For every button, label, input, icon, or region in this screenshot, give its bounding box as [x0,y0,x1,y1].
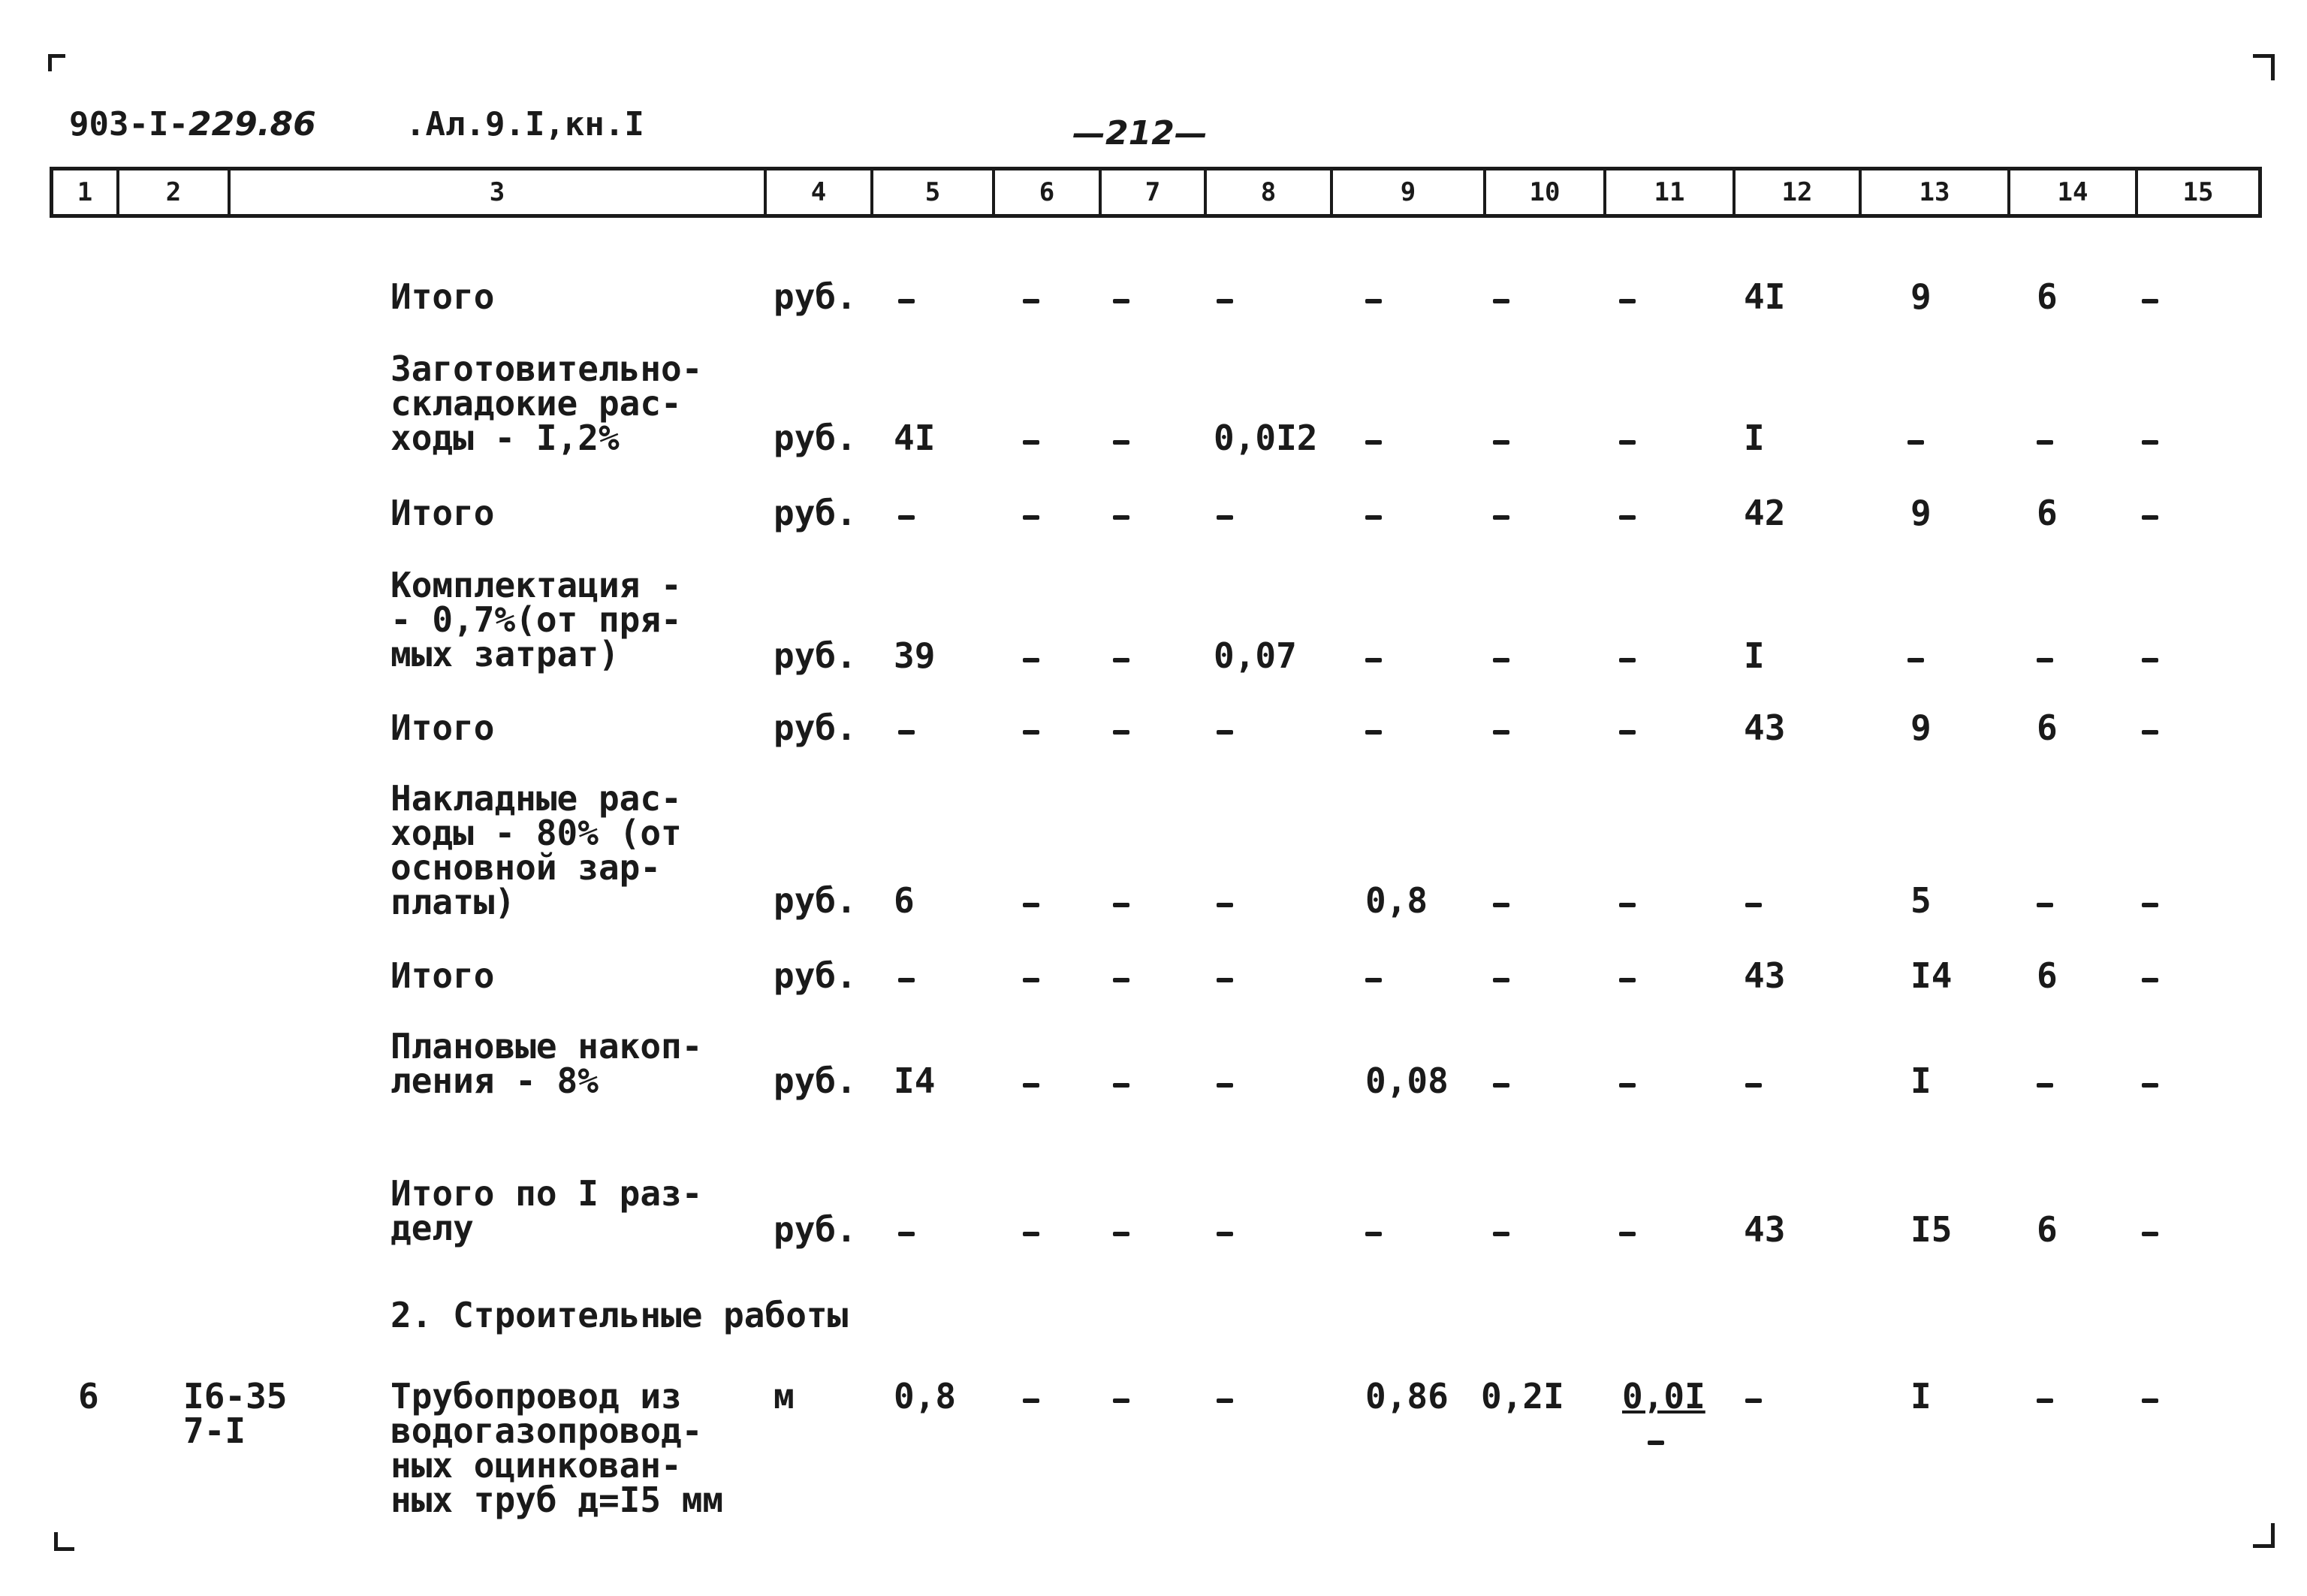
cell-dash-c15 [2142,440,2158,445]
row-description: Итого по I раз- делу [391,1173,703,1248]
cell-dash-c10 [1493,440,1509,445]
cell-dash-c7 [1113,440,1129,445]
rate-code: I6-35 7-I [183,1376,288,1451]
cell-dash-c6 [1023,440,1039,445]
cell-dash-c7 [1113,978,1129,982]
cell-dash-c11 [1619,299,1636,303]
cell-dash-c10 [1493,903,1509,907]
cell-dash-c11 [1619,903,1636,907]
column-number-9: 9 [1333,170,1486,214]
column-number-5: 5 [873,170,995,214]
cell-value-c12: 4I [1744,276,1786,317]
row-description: Заготовительно- складокие рас- ходы - I,2% [391,348,703,458]
row-description: Итого [391,955,495,996]
cell-value-c9: 0,86 [1365,1376,1449,1416]
cell-dash-c14 [2037,658,2053,662]
crop-mark-bottom-right [2253,1523,2275,1548]
cell-dash-c8 [1217,1083,1233,1088]
cell-value-c13: I [1910,1376,1932,1416]
cell-value-c12: I [1744,635,1765,676]
row-unit: руб. [774,880,857,921]
cell-value-c9: 0,8 [1365,880,1428,921]
cell-value-c5: 39 [894,635,936,676]
row-unit: руб. [774,493,857,533]
cell-dash-c15 [2142,299,2158,303]
cell-dash-c7 [1113,515,1129,520]
cell-value-c10: 0,2I [1481,1376,1564,1416]
row-unit: руб. [774,1209,857,1250]
row-description: Комплектация - - 0,7%(от пря- мых затрат) [391,565,682,674]
cell-dash-c13 [1907,440,1924,445]
cell-dash-c13 [1907,658,1924,662]
cell-dash-c9 [1365,299,1382,303]
cell-dash-c15 [2142,903,2158,907]
document-code-prefix: 903-I- [69,105,188,143]
row-unit: м [774,1376,795,1416]
cell-dash-c5 [898,515,915,520]
cell-dash-c7 [1113,658,1129,662]
row-unit: руб. [774,635,857,676]
cell-dash-c8 [1217,1398,1233,1403]
cell-dash-c14 [2037,440,2053,445]
cell-dash-c10 [1493,1232,1509,1236]
cell-dash-c6 [1023,903,1039,907]
album-reference: .Ал.9.I,кн.I [406,105,644,143]
cell-dash-c7 [1113,1398,1129,1403]
cell-value-c5: 6 [894,880,915,921]
cell-value-c12: 43 [1744,955,1786,996]
row-unit: руб. [774,1060,857,1101]
cell-dash-c7 [1113,903,1129,907]
column-number-13: 13 [1862,170,2010,214]
row-description: 2. Строительные работы [391,1295,849,1335]
cell-value-c14: 6 [2037,955,2058,996]
cell-dash-c6 [1023,1083,1039,1088]
document-code [69,105,316,143]
cell-dash-c11 [1619,658,1636,662]
cell-dash-c15 [2142,658,2158,662]
cell-dash-c6 [1023,515,1039,520]
cell-value-c5: 4I [894,418,936,458]
row-description: Трубопровод из водогазопровод- ных оцинкован- ных труб д=I5 мм [391,1376,724,1520]
cell-dash-c6 [1023,299,1039,303]
cell-value-c13: I [1910,1060,1932,1101]
cell-dash-c15 [2142,1232,2158,1236]
cell-dash-c9 [1365,1232,1382,1236]
cell-dash-c8 [1217,515,1233,520]
cell-value-c5: I4 [894,1060,936,1101]
column-number-3: 3 [231,170,767,214]
cell-dash-c6 [1023,1232,1039,1236]
cell-value-c8: 0,07 [1214,635,1297,676]
row-unit: руб. [774,955,857,996]
cell-value-c9: 0,08 [1365,1060,1449,1101]
cell-dash-c6 [1023,658,1039,662]
cell-dash-c11 [1619,1083,1636,1088]
cell-dash-c15 [2142,515,2158,520]
document-code-suffix: 229.86 [188,105,316,143]
column-number-11: 11 [1606,170,1736,214]
crop-mark-bottom-left [54,1532,74,1551]
cell-dash-c8 [1217,730,1233,735]
column-number-6: 6 [995,170,1102,214]
cell-dash-c7 [1113,730,1129,735]
row-description: Накладные рас- ходы - 80% (от основной зар- платы) [391,778,682,922]
column-number-1: 1 [53,170,119,214]
page-number: —212— [1072,114,1208,152]
row-unit: руб. [774,707,857,748]
cell-dash-c14 [2037,1083,2053,1088]
row-description: Итого [391,493,495,533]
cell-dash-c14 [2037,903,2053,907]
cell-dash-c12 [1745,903,1762,907]
cell-dash-c12 [1745,1398,1762,1403]
cell-dash-c5 [898,1232,915,1236]
cell-value-c12: 43 [1744,707,1786,748]
cell-dash-c11-sub [1648,1441,1664,1445]
cell-dash-c7 [1113,299,1129,303]
cell-dash-c10 [1493,658,1509,662]
cell-value-c12: 42 [1744,493,1786,533]
column-number-bar [50,167,2262,218]
column-number-4: 4 [767,170,873,214]
column-number-7: 7 [1102,170,1207,214]
cell-value-c13: 9 [1910,707,1932,748]
row-unit: руб. [774,418,857,458]
cell-dash-c11 [1619,1232,1636,1236]
row-description: Итого [391,707,495,748]
cell-dash-c6 [1023,978,1039,982]
cell-dash-c10 [1493,299,1509,303]
cell-dash-c15 [2142,1398,2158,1403]
cell-dash-c7 [1113,1232,1129,1236]
column-number-2: 2 [119,170,231,214]
cell-dash-c15 [2142,978,2158,982]
cell-dash-c11 [1619,515,1636,520]
cell-value-c13: I4 [1910,955,1953,996]
column-number-14: 14 [2010,170,2138,214]
cell-dash-c11 [1619,730,1636,735]
cell-dash-c15 [2142,730,2158,735]
cell-value-c8: 0,0I2 [1214,418,1318,458]
cell-value-c11: 0,0I [1622,1376,1705,1416]
column-number-8: 8 [1207,170,1333,214]
cell-value-c13: 9 [1910,493,1932,533]
cell-dash-c15 [2142,1083,2158,1088]
crop-mark-top-right [2253,54,2275,80]
cell-dash-c8 [1217,1232,1233,1236]
cell-dash-c10 [1493,978,1509,982]
column-number-10: 10 [1486,170,1606,214]
cell-dash-c9 [1365,730,1382,735]
cell-dash-c12 [1745,1083,1762,1088]
cell-dash-c5 [898,730,915,735]
cell-dash-c10 [1493,730,1509,735]
cell-dash-c6 [1023,730,1039,735]
cell-value-c13: I5 [1910,1209,1953,1250]
cell-value-c14: 6 [2037,276,2058,317]
cell-dash-c10 [1493,515,1509,520]
cell-dash-c9 [1365,440,1382,445]
column-number-12: 12 [1736,170,1862,214]
column-number-15: 15 [2182,177,2214,207]
cell-value-c14: 6 [2037,707,2058,748]
cell-dash-c8 [1217,299,1233,303]
cell-dash-c6 [1023,1398,1039,1403]
cell-value-c13: 9 [1910,276,1932,317]
cell-dash-c11 [1619,978,1636,982]
cell-value-c14: 6 [2037,1209,2058,1250]
cell-value-c12: I [1744,418,1765,458]
cell-value-c5: 0,8 [894,1376,957,1416]
row-description: Итого [391,276,495,317]
cell-dash-c5 [898,299,915,303]
cell-value-c12: 43 [1744,1209,1786,1250]
cell-dash-c8 [1217,978,1233,982]
cell-dash-c9 [1365,978,1382,982]
row-number: 6 [78,1376,99,1416]
cell-dash-c11 [1619,440,1636,445]
cell-value-c14: 6 [2037,493,2058,533]
cell-dash-c7 [1113,1083,1129,1088]
cell-dash-c8 [1217,903,1233,907]
crop-mark-top-left [48,54,65,71]
row-unit: руб. [774,276,857,317]
row-description: Плановые накоп- ления - 8% [391,1026,703,1101]
cell-dash-c14 [2037,1398,2053,1403]
cell-dash-c10 [1493,1083,1509,1088]
cell-dash-c5 [898,978,915,982]
cell-value-c13: 5 [1910,880,1932,921]
cell-dash-c9 [1365,658,1382,662]
cell-dash-c9 [1365,515,1382,520]
